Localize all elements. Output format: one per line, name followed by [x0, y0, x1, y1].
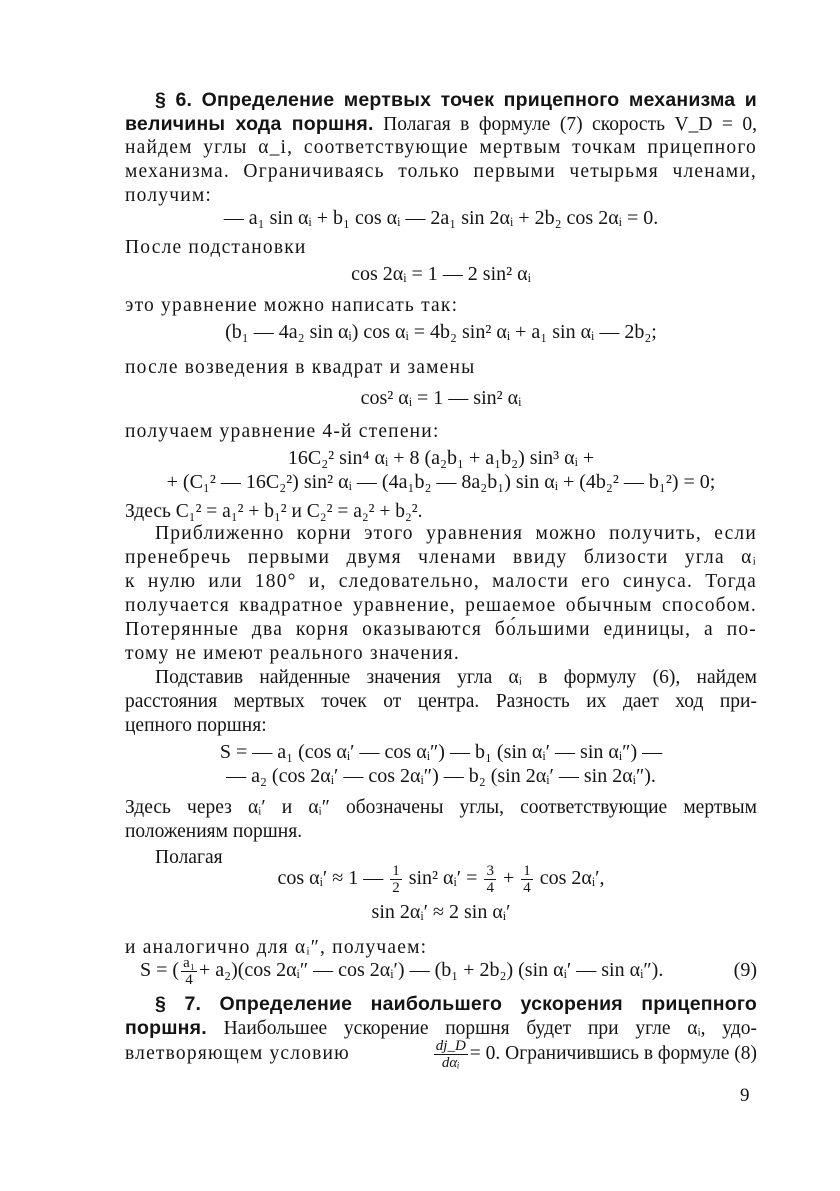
fraction-a1-over-4: $\frac{\text{a₁}}{4}$ — [183, 954, 195, 988]
section6-heading-line2 — [125, 112, 757, 137]
equation-5b: + (C₁² — 16C₂²) sin² αᵢ — (4a₁b₂ — 8a₂b₁) sin αᵢ + (4b₂² — b₁²) = 0; — [166, 471, 716, 493]
paragraph2-line2: расстояния мертвых точек от центра. Разность их дает ход при- — [125, 691, 757, 712]
section6-text-line4: механизма. Ограничиваясь только первыми четырьмя членами, — [125, 161, 757, 182]
section7-heading-tail: поршня. — [125, 1017, 207, 1039]
equation-2: cos 2αᵢ = 1 — 2 sin² αᵢ — [351, 263, 531, 285]
paragraph1-line5: Потерянные два корня оказываются бо́льшими единицы, а по- — [125, 619, 757, 640]
condition-left-text: влетворяющем условию — [125, 1043, 350, 1064]
equation-3: (b₁ — 4a₂ sin αᵢ) cos αᵢ = 4b₂ sin² αᵢ + a₁ sin αᵢ — 2b₂; — [225, 321, 657, 343]
eq9-left: S = ( — [140, 959, 180, 981]
eq7a-left: cos αᵢ′ ≈ 1 — — [277, 867, 384, 889]
fraction-one-half: $\frac{1}{2}$ — [392, 862, 400, 896]
eq7a-right: cos 2αᵢ′, — [539, 867, 605, 889]
equation-7b: sin 2αᵢ′ ≈ 2 sin αᵢ′ — [371, 901, 511, 923]
fraction-djd-dalpha: $\frac{dj\_D}{\text{dαᵢ}}$ — [435, 1037, 466, 1071]
equation-6a: S = — a₁ (cos αᵢ′ — cos αᵢ″) — b₁ (sin αᵢ′ — sin αᵢ″) — — [219, 741, 663, 763]
after-substitution-text: После подстановки — [125, 237, 307, 258]
equation-number-9: (9) — [733, 959, 757, 981]
section6-heading-line1: § 6. Определение мертвых точек прицепного механизма и — [155, 89, 757, 111]
paragraph1-line6: тому не имеют реального значения. — [125, 643, 460, 664]
fourth-degree-text: получаем уравнение 4-й степени: — [125, 421, 440, 442]
paragraph3-line2: положениям поршня. — [125, 821, 303, 842]
paragraph2-line3: цепного поршня: — [125, 715, 267, 736]
paragraph1-line4: получается квадратное уравнение, решаемое обычным способом. — [125, 595, 757, 616]
fraction-three-quarters: $\frac{3}{4}$ — [486, 862, 494, 896]
equation-9 — [140, 950, 757, 990]
assuming-text: Полагая — [155, 847, 223, 868]
paragraph2-line1: Подставив найденные значения угла αᵢ в формулу (6), найдем — [155, 667, 757, 688]
equation-1: — a₁ sin αᵢ + b₁ cos αᵢ — 2a₁ sin 2αᵢ + 2b₂ cos 2αᵢ = 0. — [223, 207, 659, 229]
page-number: 9 — [740, 1085, 750, 1106]
eq9-right: + a₂)(cos 2αᵢ″ — cos 2αᵢ′) — (b₁ + 2b₂) (sin αᵢ′ — sin αᵢ″). — [198, 959, 664, 981]
section6-text: Полагая в формуле (7) скорость V_D = 0, — [373, 114, 758, 135]
paragraph1-line2: пренебречь первыми двумя членами ввиду близости угла αᵢ — [125, 547, 757, 568]
section7-text: Наибольшее ускорение поршня будет при угле αᵢ, удо- — [206, 1018, 757, 1039]
after-square-text: после возведения в квадрат и замены — [125, 357, 476, 378]
eq7a-mid: sin² αᵢ′ = — [408, 867, 478, 889]
paragraph1-line3: к нулю или 180° и, следовательно, малости его синуса. Тогда — [125, 571, 757, 592]
section7-heading-line1: § 7. Определение наибольшего ускорения прицепного — [155, 993, 757, 1015]
similarly-text: и аналогично для αᵢ″, получаем: — [125, 937, 428, 958]
condition-derivative — [432, 1032, 757, 1076]
here-definitions: Здесь C₁² = a₁² + b₁² и C₂² = a₂² + b₂². — [125, 501, 423, 522]
equation-5a: 16C₂² sin⁴ αᵢ + 8 (a₂b₁ + a₁b₂) sin³ αᵢ + — [287, 447, 595, 469]
can-write-text: это уравнение можно написать так: — [125, 295, 459, 316]
section7-condition-line — [125, 1032, 757, 1076]
paragraph3-line1: Здесь через αᵢ′ и αᵢ″ обозначены углы, соответствующие мертвым — [125, 797, 757, 818]
section6-heading-tail: величины хода поршня. — [125, 113, 374, 135]
equation-7a — [125, 858, 757, 898]
section6-text-line3: найдем углы α_i, соответствующие мертвым точкам прицепного — [125, 137, 757, 158]
eq7a-plus: + — [502, 867, 515, 889]
paragraph1-line1: Приближенно корни этого уравнения можно получить, если — [155, 523, 757, 544]
section6-text-line5: получим: — [125, 185, 213, 206]
fraction-one-quarter: $\frac{1}{4}$ — [523, 862, 531, 896]
equation-4: cos² αᵢ = 1 — sin² αᵢ — [360, 387, 522, 409]
equation-6b: — a₂ (cos 2αᵢ′ — cos 2αᵢ″) — b₂ (sin 2αᵢ′ — sin 2αᵢ″). — [226, 765, 656, 787]
condition-right-text: = 0. Ограничившись в формуле (8) — [469, 1043, 757, 1064]
